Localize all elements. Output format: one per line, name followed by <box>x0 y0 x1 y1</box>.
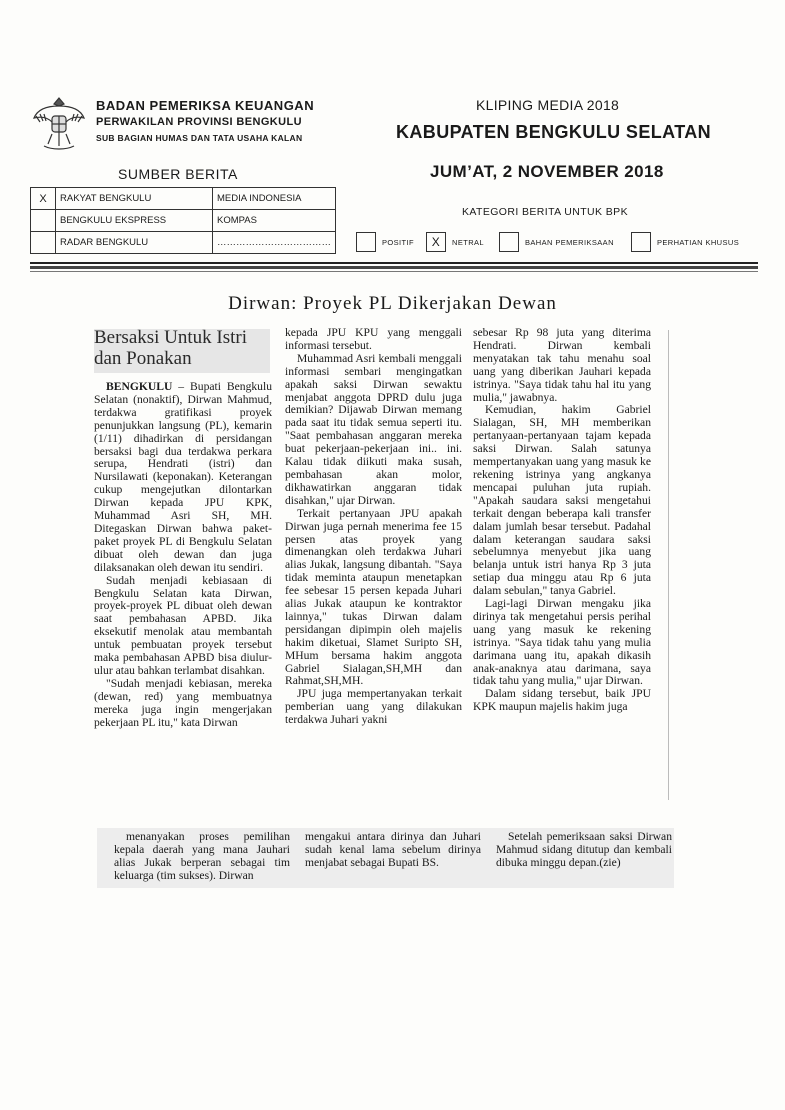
garuda-emblem-icon <box>30 92 88 154</box>
category-perhatian-khusus <box>631 232 739 252</box>
category-checkbox <box>631 232 651 252</box>
org-line-2: PERWAKILAN PROVINSI BENGKULU <box>96 116 302 128</box>
article-paragraph: JPU juga mempertanyakan terkait pemberian uang yang dilakukan terdakwa Juhari yakni <box>285 687 462 727</box>
article-dateline: BENGKULU <box>106 380 173 393</box>
article-paragraph: Muhammad Asri kembali menggali informasi sembari mengingatkan apakah saksi Dirwan sewaktu menjabat anggota DPRD dulu juga demikian? Dijawab Dirwan memang pada saat itu tidak semua seperti itu. "Saat pembahasan anggaran mereka buat pekerjaan-pekerjaan ini.. ini. Kalau tidak diikuti maka susah, pembahasan akan molor, dikhawatirkan anggaran tidak disahkan," ujar Dirwan. <box>285 351 462 507</box>
article-paragraph: menanyakan proses pemilihan kepala daerah yang mana Jauhari alias Jukak berperan sebagai tim keluarga (tim sukses). Dirwan <box>114 830 290 882</box>
article-paragraph: sebesar Rp 98 juta yang diterima Hendrati. Dirwan kembali menyatakan tak tahu menahu soal uang yang diberikan Jauhari kepada istrinya. "Saya tidak tahu hal itu yang mulia," jawabnya. <box>473 326 651 404</box>
source-table <box>30 187 336 254</box>
kabupaten-title: KABUPATEN BENGKULU SELATAN <box>396 122 712 142</box>
category-bahan-pemeriksaan <box>499 232 614 252</box>
article-headline: Dirwan: Proyek PL Dikerjakan Dewan <box>228 293 557 314</box>
article-paragraph: Dalam sidang tersebut, baik JPU KPK maupun majelis hakim juga <box>473 687 651 714</box>
article-column-1 <box>94 327 272 729</box>
article-paragraph: mengakui antara dirinya dan Juhari sudah kenal lama sebelum dirinya menjabat sebagai Bupati BS. <box>305 830 481 869</box>
header-divider <box>30 266 758 269</box>
org-line-1: BADAN PEMERIKSA KEUANGAN <box>96 98 315 113</box>
article-paragraph: Lagi-lagi Dirwan mengaku jika dirinya tak mengetahui persis perihal uang yang masuk ke rekening istrinya. "Saya tidak tahu yang mulia darimana uang itu, apakah dikasih anak-anaknya atau darimana, saya tidak tahu yang mulia," ujar Dirwan. <box>473 597 651 688</box>
source-name: ……………………………… <box>213 232 336 254</box>
source-mark <box>31 210 56 232</box>
category-label: POSITIF <box>382 237 414 247</box>
kategori-title: KATEGORI BERITA UNTUK BPK <box>462 206 628 218</box>
category-checkbox: X <box>426 232 446 252</box>
category-checkbox <box>356 232 376 252</box>
source-name: MEDIA INDONESIA <box>213 188 336 210</box>
source-name: KOMPAS <box>213 210 336 232</box>
article-paragraph: Kemudian, hakim Gabriel Sialagan, SH, MH memberikan pertanyaan-pertanyaan tajam kepada saksi Dirwan. Salah satunya mempertanyakan uang yang masuk ke rekening istrinya yang angkanya mencapai puluhan juta rupiah. "Apakah saudara saksi mengetahui terkait dengan beberapa kali transfer dalam jumlah besar tersebut. Padahal dalam keterangan saudara saksi sebelumnya menyebut jika uang belanja untuk istri hanya Rp 3 juta setiap dua minggu atau Rp 6 juta dalam sebulan," tanya Gabriel. <box>473 403 651 598</box>
continuation-column-3 <box>496 831 672 870</box>
category-checkbox <box>499 232 519 252</box>
source-name: RAKYAT BENGKULU <box>56 188 213 210</box>
source-row <box>31 210 336 232</box>
article-paragraph: Terkait pertanyaan JPU apakah Dirwan juga pernah menerima fee 15 persen atas proyek yang dimenangkan oleh terdakwa Juhari alias Jukak, langsung dibantah. "Saya tidak meminta ataupun menetapkan fee sebesar 15 persen kepada Juhari alias Jukak ataupun ke kontraktor lainnya," tukas Dirwan dalam persidangan dipimpin oleh majelis hakim diketuai, Slamet Suripto SH, MHum bersama hakim anggota Gabriel Sialagan,SH,MH dan Rahmat,SH,MH. <box>285 506 462 688</box>
column-rule <box>668 330 669 800</box>
category-label: NETRAL <box>452 237 484 247</box>
source-mark <box>31 232 56 254</box>
article-paragraph: "Sudah menjadi kebiasan, mereka (dewan, red) yang membuatnya mereka juga ingin mengerjakan pekerjaan PL itu," kata Dirwan <box>94 676 272 729</box>
article-subheadline: Bersaksi Untuk Istri dan Ponakan <box>94 327 248 369</box>
source-name: RADAR BENGKULU <box>56 232 213 254</box>
article-paragraph: Setelah pemeriksaan saksi Dirwan Mahmud sidang ditutup dan kembali dibuka minggu depan.(zie) <box>496 830 672 869</box>
article-column-2 <box>285 327 462 727</box>
source-row <box>31 232 336 254</box>
header-divider <box>30 271 758 272</box>
header-divider <box>30 262 758 264</box>
category-label: BAHAN PEMERIKSAAN <box>525 237 614 247</box>
article-paragraph: Sudah menjadi kebiasaan di Bengkulu Selatan kata Dirwan, proyek-proyek PL dibuat oleh dewan saat pembahasan APBD. Jika eksekutif menolak atau membantah untuk pembuatan proyek tersebut maka pembahasan APBD bisa diulur-ulur atau bahkan terlambat disahkan. <box>94 573 272 677</box>
continuation-column-1 <box>114 831 290 883</box>
source-mark: X <box>31 188 56 210</box>
source-row <box>31 188 336 210</box>
source-name: BENGKULU EKSPRESS <box>56 210 213 232</box>
category-label: PERHATIAN KHUSUS <box>657 237 740 247</box>
clipping-date: JUM’AT, 2 NOVEMBER 2018 <box>430 162 664 181</box>
article-paragraph: – Bupati Bengkulu Selatan (nonaktif), Dirwan Mahmud, terdakwa gratifikasi proyek penunjukkan langsung (PL), kemarin (1/11) dihadirkan di persidangan bersaksi bagi dua terdakwa perkara serupa, Hendrati (istri) dan Nursilawati (keponakan). Keterangan cukup mengejutkan dilontarkan Dirwan kepada JPU KPK, Muhammad Asri SH, MH. Ditegaskan Dirwan bahwa paket-paket proyek PL di Bengkulu Selatan dibuat oleh dewan dan juga dilaksanakan oleh dewan itu sendiri. <box>94 380 272 574</box>
kliping-title: KLIPING MEDIA 2018 <box>476 97 620 113</box>
sumber-berita-title: SUMBER BERITA <box>118 166 238 182</box>
continuation-column-2 <box>305 831 481 870</box>
category-positif <box>356 232 414 252</box>
org-line-3: SUB BAGIAN HUMAS DAN TATA USAHA KALAN <box>96 133 303 143</box>
article-paragraph: kepada JPU KPU yang menggali informasi tersebut. <box>285 326 462 352</box>
article-column-3 <box>473 327 651 714</box>
category-netral <box>426 232 484 252</box>
